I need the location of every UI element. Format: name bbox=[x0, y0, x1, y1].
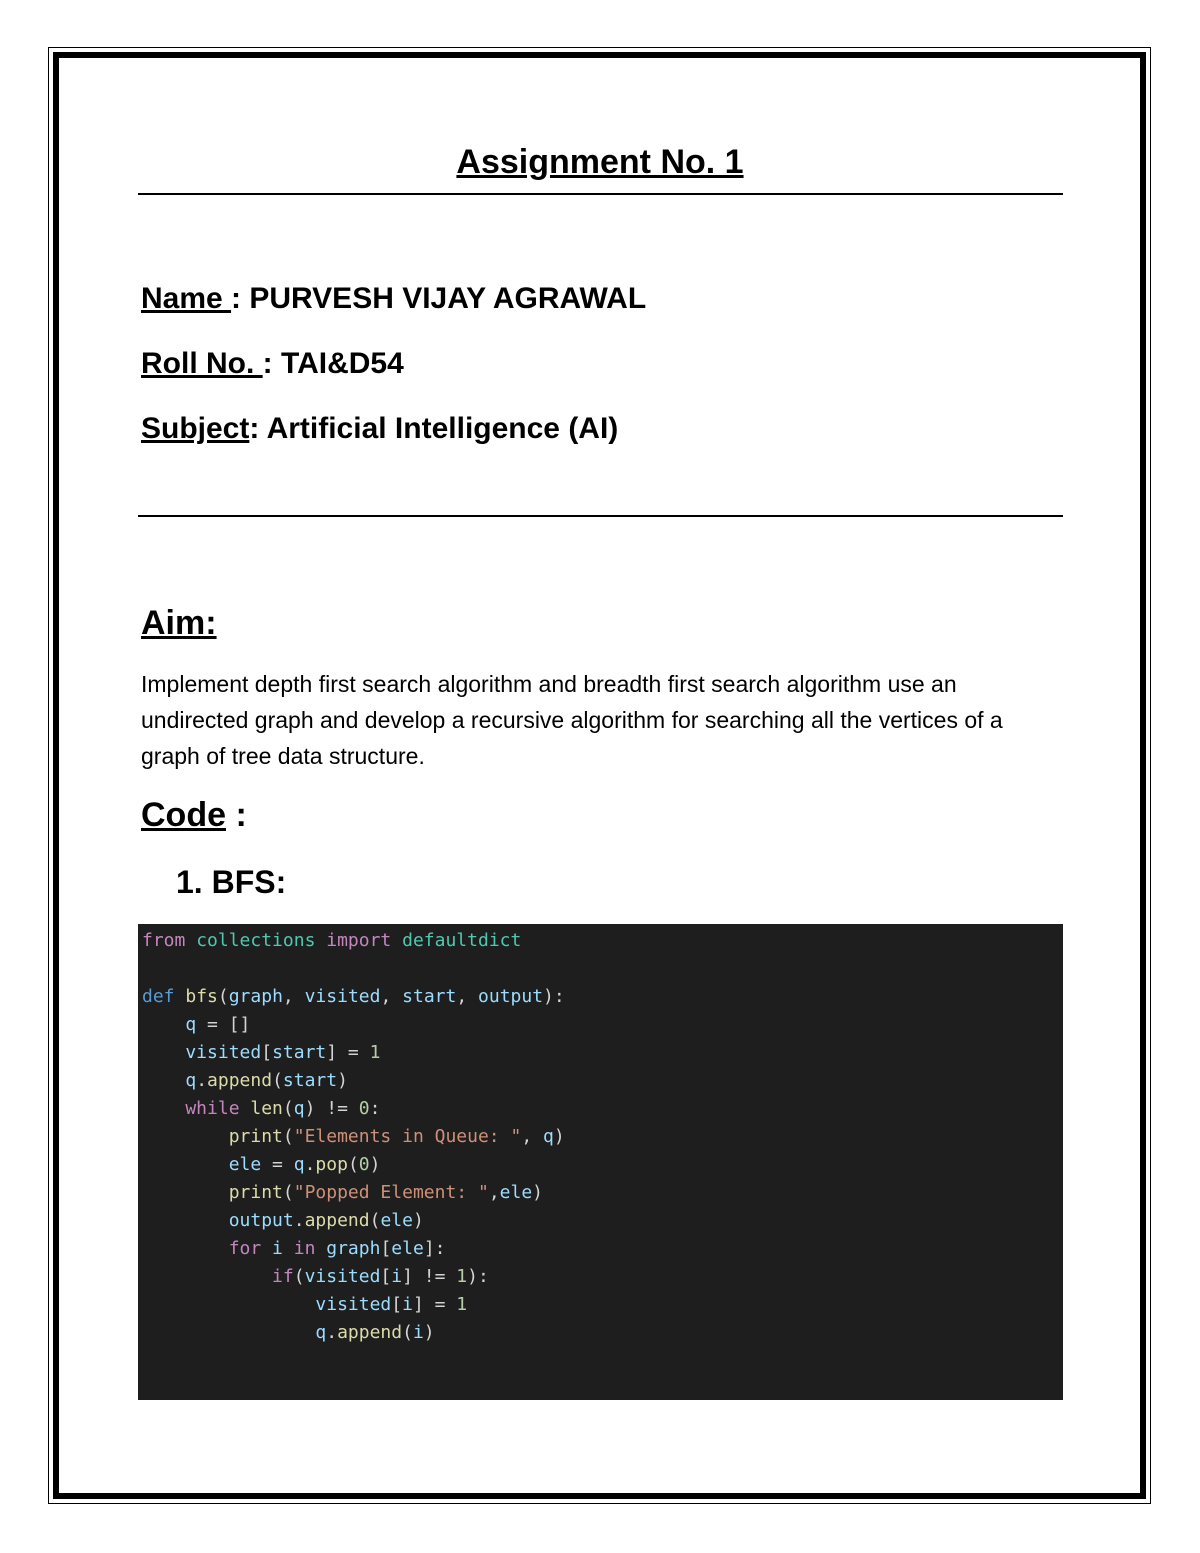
assignment-title: Assignment No. 1 bbox=[456, 143, 744, 181]
code-line: print("Popped Element: ",ele) bbox=[142, 1182, 544, 1203]
bfs-subheading: 1. BFS: bbox=[176, 864, 287, 900]
code-line: for i in graph[ele]: bbox=[142, 1238, 446, 1259]
subject-value: : Artificial Intelligence (AI) bbox=[249, 412, 619, 445]
roll-label: Roll No. bbox=[141, 347, 263, 380]
code-line: def bfs(graph, visited, start, output): bbox=[142, 986, 565, 1007]
code-line: while len(q) != 0: bbox=[142, 1098, 381, 1119]
code-line: visited[start] = 1 bbox=[142, 1042, 381, 1063]
code-line: q.append(start) bbox=[142, 1070, 348, 1091]
roll-value: : TAI&D54 bbox=[262, 347, 404, 380]
code-line-blank bbox=[142, 955, 1063, 983]
code-heading: Code : bbox=[141, 796, 247, 834]
code-block bbox=[138, 924, 1063, 1400]
name-field bbox=[141, 282, 646, 316]
subject-label: Subject bbox=[141, 412, 250, 445]
title-divider bbox=[138, 193, 1063, 195]
roll-field bbox=[141, 347, 404, 381]
subject-field bbox=[141, 412, 618, 446]
code-line: output.append(ele) bbox=[142, 1210, 424, 1231]
aim-text: Implement depth first search algorithm and breadth first search algorithm use an undirected graph and develop a recursive algorithm for searching all the vertices of a graph of tree data structure. bbox=[141, 671, 1003, 769]
name-value: : PURVESH VIJAY AGRAWAL bbox=[231, 282, 647, 315]
code-line: q = [] bbox=[142, 1014, 251, 1035]
code-line: ele = q.pop(0) bbox=[142, 1154, 381, 1175]
header-divider bbox=[138, 515, 1063, 517]
code-line: visited[i] = 1 bbox=[142, 1294, 468, 1315]
code-line: q.append(i) bbox=[142, 1322, 435, 1343]
aim-heading: Aim: bbox=[141, 604, 217, 642]
name-label: Name bbox=[141, 282, 232, 315]
code-line: if(visited[i] != 1): bbox=[142, 1266, 489, 1287]
code-line: print("Elements in Queue: ", q) bbox=[142, 1126, 565, 1147]
code-line: from collections import defaultdict bbox=[142, 930, 522, 951]
